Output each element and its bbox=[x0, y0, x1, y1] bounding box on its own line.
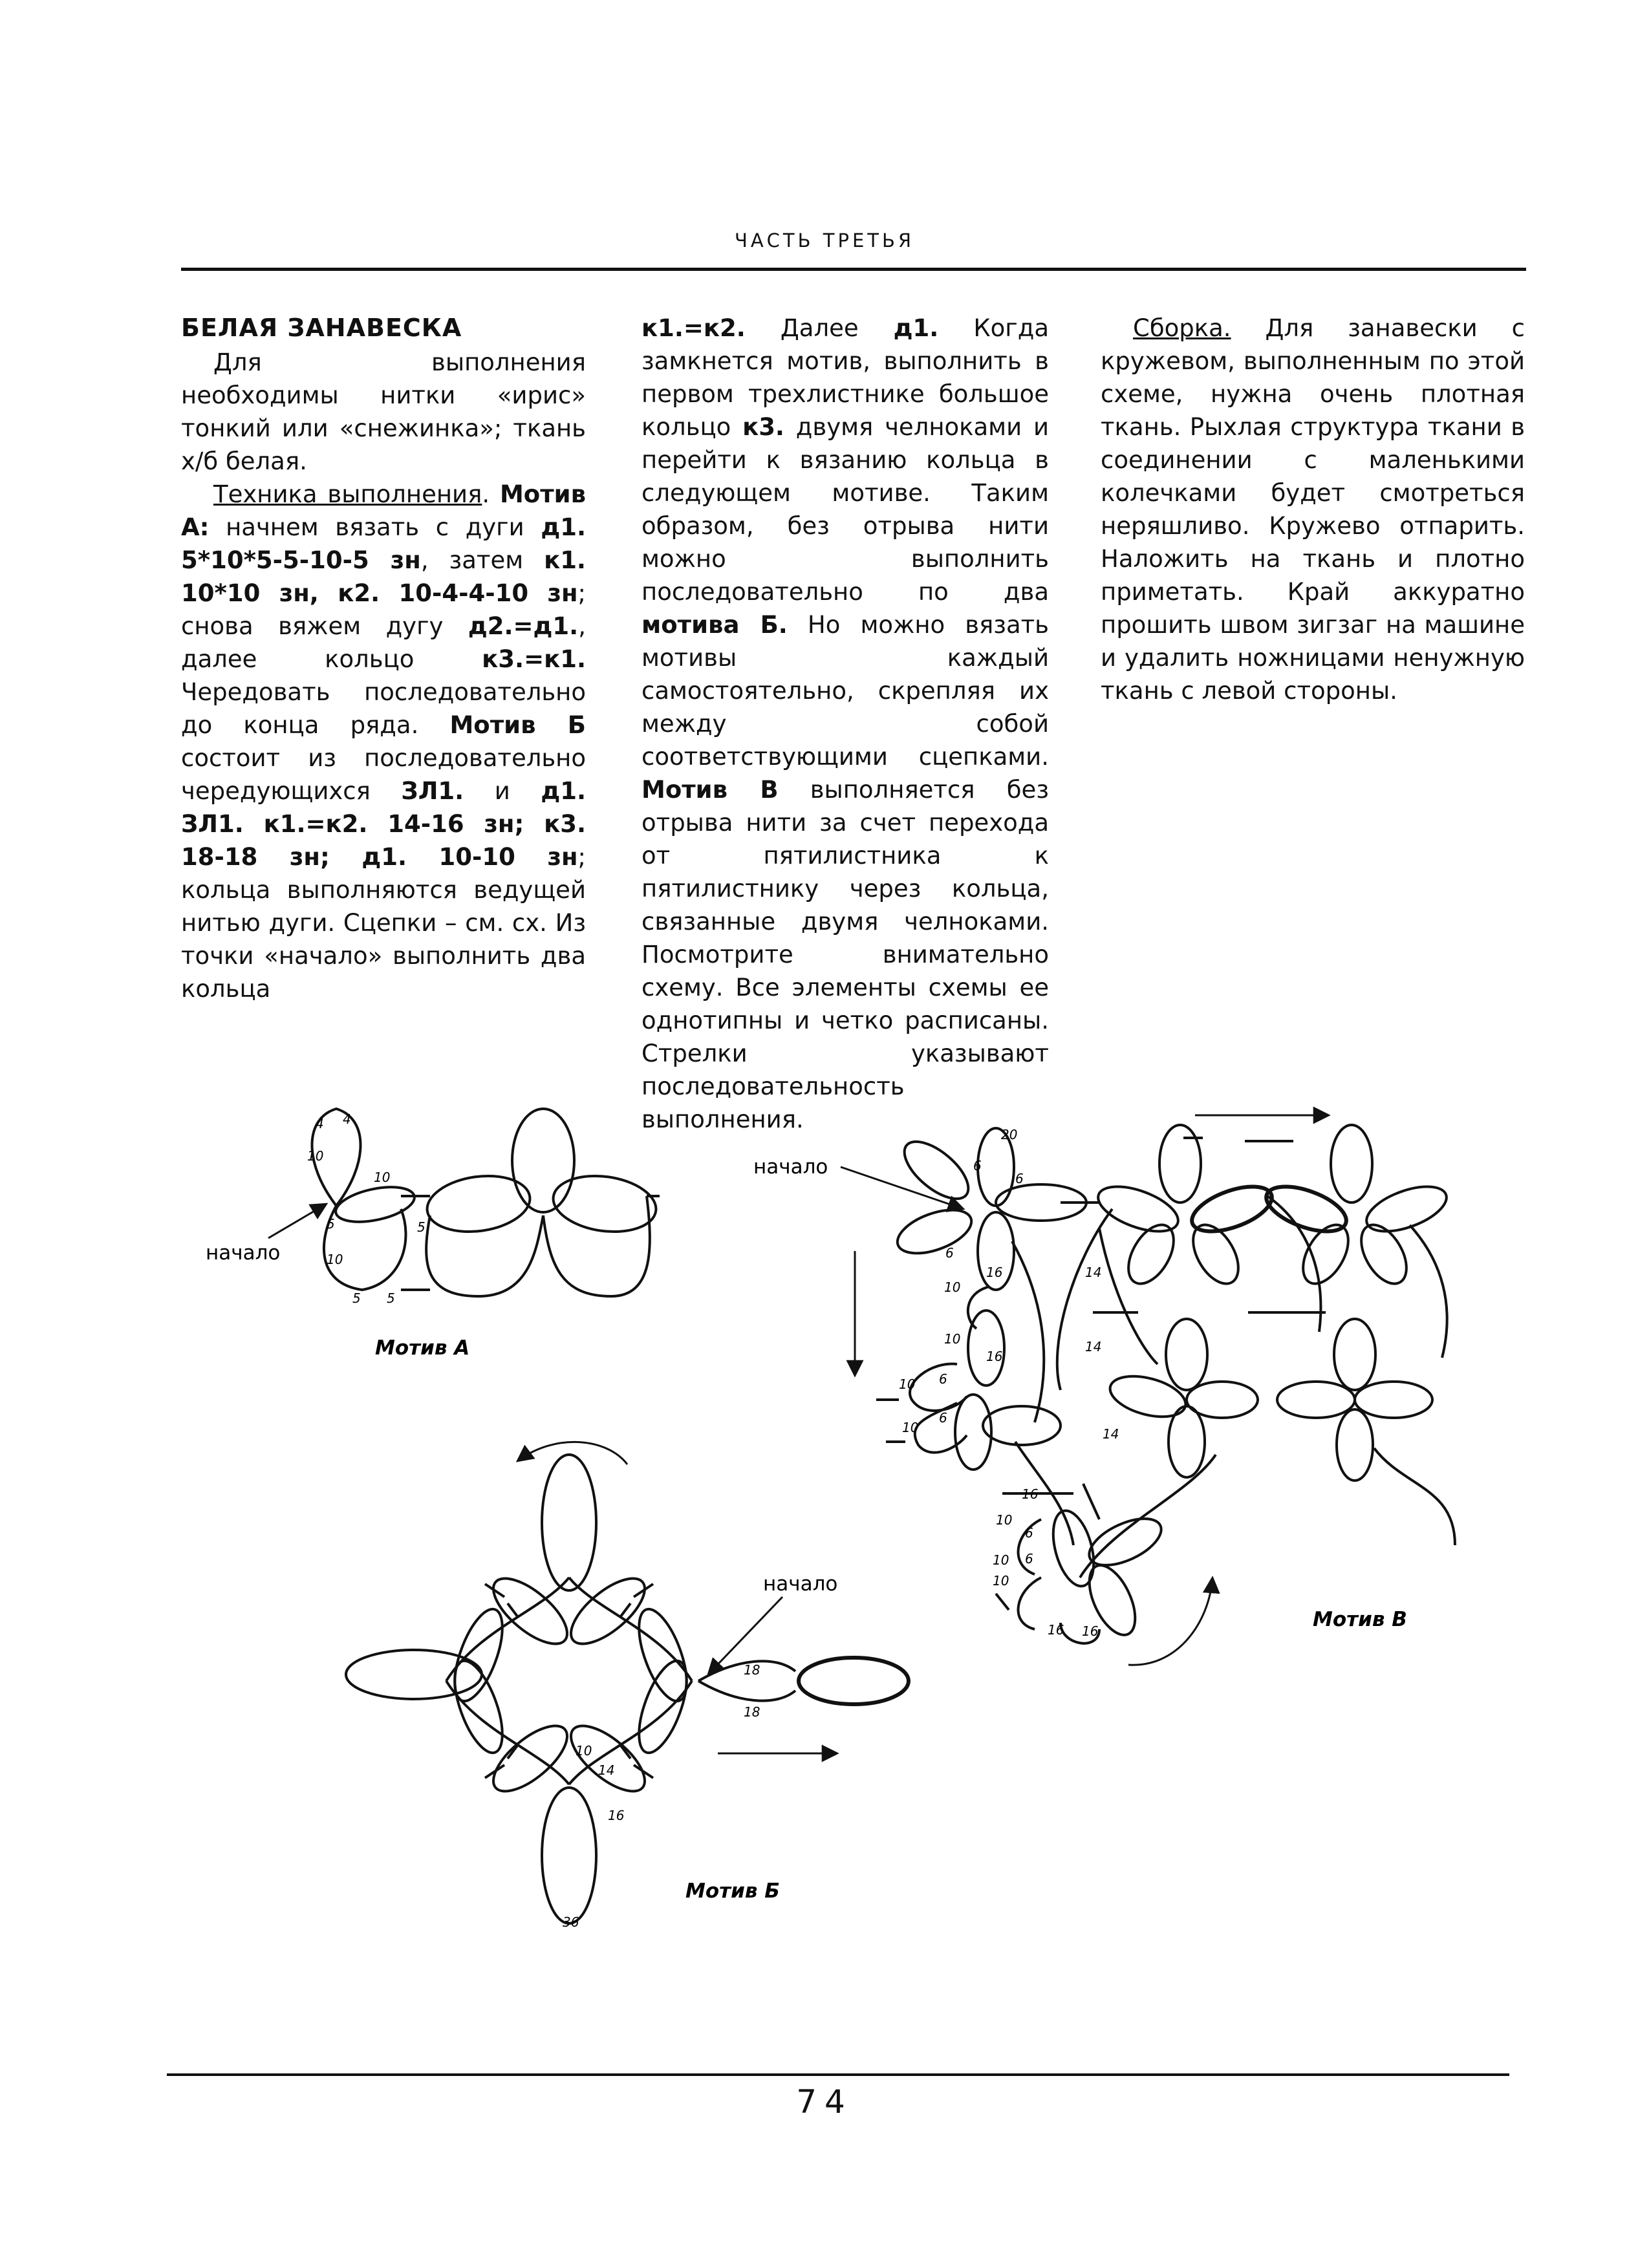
motif-v-joint bbox=[1083, 1484, 1099, 1519]
motif-b-start-label: начало bbox=[763, 1572, 838, 1596]
motif-v-ring bbox=[1092, 1177, 1183, 1240]
motif-v-number: 6 bbox=[1015, 1171, 1024, 1186]
text-run: двумя челноками и перейти к вязанию кольца в следующем мотиве. Таким образом, без отрыва нити можно выполнить последовательно по два bbox=[641, 413, 1049, 606]
motif-v-number: 14 bbox=[1085, 1339, 1102, 1354]
text-bold: к1.=к2. bbox=[641, 314, 746, 342]
motif-a-ring bbox=[512, 1109, 574, 1212]
motif-v-ring bbox=[1083, 1509, 1168, 1574]
motif-b-number: 16 bbox=[608, 1808, 625, 1823]
text-run: , далее кольцо bbox=[181, 612, 586, 673]
technique-label: Техника выполнения bbox=[213, 480, 482, 508]
text-run: Чередовать последовательно до конца ряда. bbox=[181, 678, 586, 739]
motif-v-caption: Мотив В bbox=[1313, 1608, 1407, 1631]
motif-a-diagram bbox=[312, 1109, 660, 1296]
motif-v-ring bbox=[1277, 1382, 1355, 1418]
motif-v-start-label: начало bbox=[753, 1155, 828, 1179]
motif-a-number: 4 bbox=[316, 1116, 324, 1131]
text-run: , затем bbox=[420, 546, 544, 574]
article-title: БЕЛАЯ ЗАНАВЕСКА bbox=[181, 314, 462, 342]
motif-b-chain bbox=[698, 1681, 795, 1701]
motif-v-ring bbox=[1337, 1409, 1373, 1481]
motif-v-small-ring bbox=[1018, 1578, 1041, 1629]
text-run: начнем вязать с дуги bbox=[209, 513, 541, 541]
motif-a-number: 4 bbox=[343, 1111, 351, 1127]
motif-v-ring bbox=[1106, 1369, 1190, 1424]
motif-v-ring bbox=[1334, 1319, 1375, 1390]
motif-v-ring bbox=[1169, 1406, 1205, 1477]
text-bold: д1. 5*10*5-5-10-5 зн bbox=[181, 513, 586, 574]
motif-v-small-ring bbox=[968, 1287, 989, 1329]
motif-b-ring bbox=[346, 1650, 482, 1699]
motif-v-ring bbox=[1331, 1125, 1372, 1203]
motif-v-number: 6 bbox=[1025, 1525, 1033, 1541]
assembly-text: Для занавески с кружевом, выполненным по этой схеме, нужна очень плотная ткань. Рыхлая структура ткани в соединении с маленькими колечками будет смотреться неряшливо. Кружево отпарить. Наложить на ткань и плотно приметать. Край аккуратно прошить швом зигзаг на машине и удалить ножницами ненужную ткань с левой стороны. bbox=[1101, 314, 1525, 705]
motif-v-number: 14 bbox=[1085, 1265, 1102, 1280]
motif-v-ring bbox=[1186, 1177, 1277, 1240]
motif-v-number: 14 bbox=[1103, 1426, 1119, 1442]
motif-v-number: 6 bbox=[1025, 1551, 1033, 1567]
motif-a-label: Мотив А: bbox=[181, 480, 586, 541]
motif-v-number: 16 bbox=[1022, 1486, 1039, 1502]
text-run: состоит из последовательно чередующихся bbox=[181, 744, 586, 805]
motif-v-ring bbox=[892, 1201, 977, 1262]
motif-a-number: 5 bbox=[327, 1216, 335, 1232]
motif-v-chain bbox=[1374, 1448, 1455, 1545]
motif-b-caption: Мотив Б bbox=[685, 1879, 780, 1903]
text-run: Далее bbox=[745, 314, 894, 342]
motif-v-number: 6 bbox=[973, 1158, 982, 1173]
motif-v-number: 10 bbox=[993, 1552, 1009, 1568]
assembly-label: Сборка. bbox=[1133, 314, 1231, 342]
motif-b-number: 18 bbox=[744, 1704, 760, 1720]
motif-b-number: 36 bbox=[563, 1914, 579, 1930]
motif-b-diagram bbox=[346, 1455, 909, 1923]
motif-a-number: 10 bbox=[307, 1148, 324, 1164]
text-bold: ЗЛ1. bbox=[401, 777, 464, 805]
motif-v-number: 10 bbox=[899, 1376, 916, 1392]
motif-a-number: 5 bbox=[352, 1290, 361, 1306]
start-arrow-a bbox=[268, 1204, 327, 1238]
motif-b-picot bbox=[508, 1603, 517, 1616]
motif-v-ring bbox=[1355, 1382, 1432, 1418]
motif-b-chain bbox=[569, 1681, 692, 1784]
motif-v-number: 10 bbox=[996, 1512, 1013, 1528]
motif-b-chain bbox=[569, 1578, 692, 1681]
motif-v-chain bbox=[1057, 1209, 1112, 1390]
text-bold: мотива Б. bbox=[641, 611, 788, 639]
text-run: . bbox=[482, 480, 500, 508]
motif-v-ring bbox=[968, 1311, 1004, 1385]
motif-b-number: 10 bbox=[576, 1743, 592, 1759]
motif-b-number: 14 bbox=[598, 1762, 615, 1778]
motif-v-number: 16 bbox=[986, 1265, 1003, 1280]
motif-a-ring bbox=[550, 1170, 660, 1237]
motif-a-number: 10 bbox=[327, 1252, 343, 1267]
motif-b-ring bbox=[629, 1655, 696, 1759]
motif-a-number: 10 bbox=[374, 1170, 391, 1185]
motif-b-ring bbox=[542, 1788, 596, 1923]
text-bold: к3. bbox=[742, 413, 784, 441]
motif-v-number: 20 bbox=[1001, 1127, 1018, 1142]
motif-v-number: 6 bbox=[945, 1245, 954, 1261]
motif-b-chain bbox=[446, 1681, 569, 1784]
motif-v-number: 10 bbox=[944, 1331, 961, 1347]
motif-v-ring bbox=[895, 1131, 978, 1209]
motif-v-ring bbox=[1361, 1177, 1452, 1240]
motif-v-chain bbox=[1099, 1228, 1158, 1364]
text-bold: д1. bbox=[893, 314, 939, 342]
motif-v-number: 16 bbox=[1048, 1622, 1064, 1638]
motif-v-ring bbox=[1166, 1319, 1207, 1390]
text-run: выполняется без отрыва нити за счет перехода от пятилистника к пятилистнику через кольца, связанные двумя челноками. Посмотрите внимательно схему. Все элементы схемы ее однотипны и четко расписаны. Стрелки указывают последовательность выполнения. bbox=[641, 776, 1049, 1133]
motif-b-ring bbox=[542, 1455, 596, 1590]
text-run: Когда замкнется мотив, выполнить в первом трехлистнике большое кольцо bbox=[641, 314, 1049, 441]
text-run: и bbox=[464, 777, 541, 805]
direction-arrow-v-bottom bbox=[1128, 1578, 1212, 1665]
motif-v-diagram bbox=[876, 1125, 1455, 1643]
motif-v-number: 10 bbox=[993, 1573, 1009, 1589]
start-arrow-v bbox=[841, 1167, 964, 1209]
motif-a-ring bbox=[424, 1170, 534, 1237]
text-bold: к3.=к1. bbox=[482, 645, 586, 673]
text-run: ; кольца выполняются ведущей нитью дуги. Сцепки – см. сх. Из точки «начало» выполнить два кольца bbox=[181, 843, 586, 1003]
page-number: 74 bbox=[796, 2083, 853, 2121]
text-run: ; снова вяжем дугу bbox=[181, 579, 586, 640]
motif-v-number: 16 bbox=[986, 1349, 1003, 1364]
text-bold: д2.=д1. bbox=[468, 612, 579, 640]
motif-b-picot bbox=[621, 1603, 630, 1616]
motif-v-ring bbox=[1046, 1506, 1101, 1590]
motif-v-picot bbox=[996, 1594, 1009, 1610]
motif-a-number: 5 bbox=[417, 1219, 426, 1235]
text-bold: д1. ЗЛ1. к1.=к2. 14-16 зн; к3. 18-18 зн; д1. 10-10 зн bbox=[181, 777, 586, 871]
footer-rule bbox=[167, 2073, 1509, 2076]
motif-v-ring bbox=[983, 1406, 1061, 1445]
motif-v-chain bbox=[1012, 1241, 1044, 1422]
motif-v-number: 6 bbox=[939, 1371, 947, 1387]
text-bold: Мотив В bbox=[641, 776, 779, 804]
intro-paragraph: Для выполнения необходимы нитки «ирис» тонкий или «снежинка»; ткань х/б белая. bbox=[181, 348, 586, 475]
motif-a-start-label: начало bbox=[206, 1241, 281, 1265]
motif-v-number: 10 bbox=[902, 1420, 919, 1435]
motif-v-number: 16 bbox=[1082, 1623, 1099, 1639]
motif-b-ring bbox=[799, 1658, 909, 1704]
motif-b-chain bbox=[446, 1578, 569, 1681]
motif-v-number: 6 bbox=[939, 1410, 947, 1426]
motif-b-number: 18 bbox=[744, 1662, 760, 1678]
text-bold: Мотив Б bbox=[449, 711, 586, 739]
text-bold: к1. 10*10 зн, к2. 10-4-4-10 зн bbox=[181, 546, 586, 607]
motif-v-chain bbox=[1410, 1225, 1447, 1358]
motif-a-arc bbox=[324, 1206, 406, 1290]
text-run: Но можно вязать мотивы каждый самостоятельно, скрепляя их между собой соответствующими сцепками. bbox=[641, 611, 1049, 771]
motif-a-caption: Мотив А bbox=[375, 1336, 470, 1360]
motif-a-number: 5 bbox=[387, 1290, 395, 1306]
motif-v-ring bbox=[1260, 1177, 1352, 1240]
motif-v-number: 10 bbox=[944, 1279, 961, 1295]
direction-arrow-b-top bbox=[517, 1442, 627, 1464]
section-header: ЧАСТЬ ТРЕТЬЯ bbox=[734, 230, 915, 251]
